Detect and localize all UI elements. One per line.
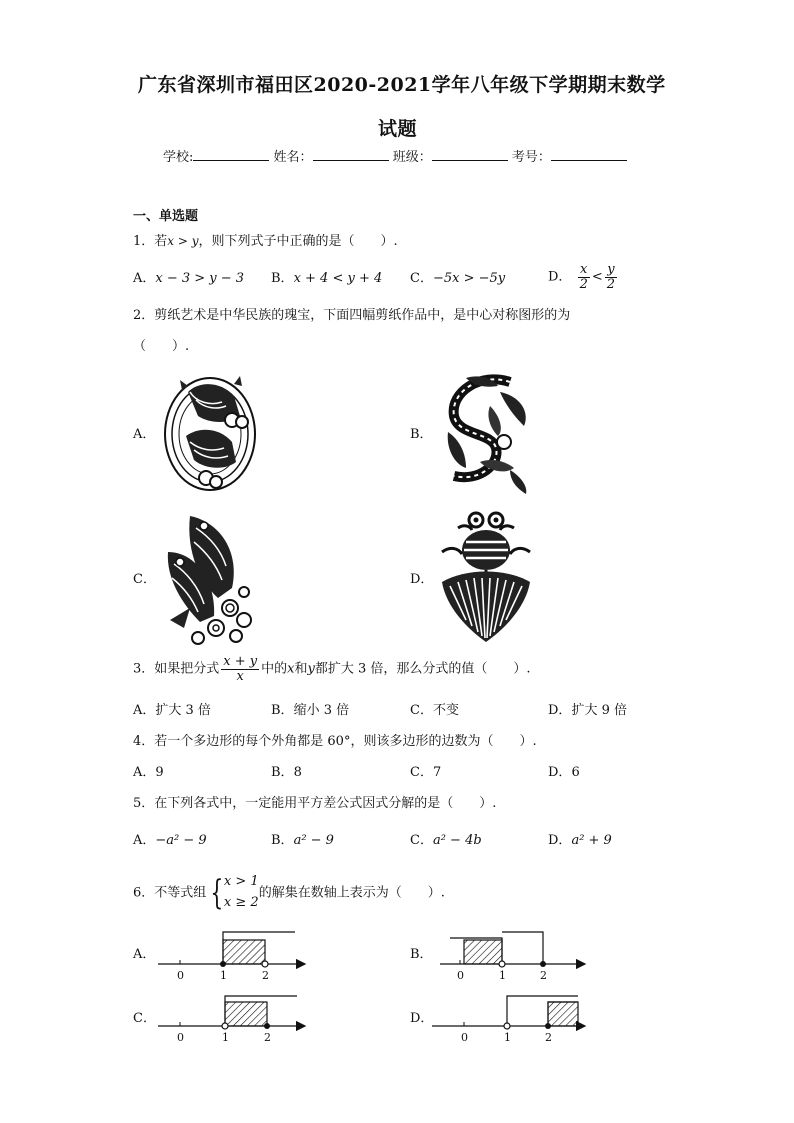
page-title: 广东省深圳市福田区2020-2021学年八年级下学期期末数学 — [138, 74, 666, 96]
school-label: 学校: — [163, 150, 194, 165]
papercut-fish-circle-image — [160, 372, 260, 496]
number-line-b — [440, 932, 585, 967]
q5-option-d[interactable]: D．a² + 9 — [548, 833, 612, 848]
tick-label: 2 — [545, 1031, 552, 1044]
tick-label: 0 — [457, 969, 464, 982]
q4-option-c[interactable]: C．7 — [410, 765, 442, 780]
q1-option-a[interactable]: A．x − 3 > y − 3 — [133, 271, 245, 286]
tick-label: 0 — [177, 1031, 184, 1044]
q4-option-d[interactable]: D．6 — [548, 765, 580, 780]
papercut-beetle-image — [436, 510, 536, 646]
tick-label: 0 — [177, 969, 184, 982]
number-line-a — [158, 932, 305, 967]
tick-label: 2 — [540, 969, 547, 982]
q5-option-c[interactable]: C．a² − 4b — [410, 833, 482, 848]
tick-label: 0 — [461, 1031, 468, 1044]
q6-option-b-label[interactable]: B． — [410, 947, 433, 962]
q3-option-a[interactable]: A．扩大 3 倍 — [133, 703, 211, 718]
q6-system-line1: x > 1 — [223, 874, 259, 889]
q3-stem: 3．如果把分式 $\frac{x + y}{x}$ 中的x和y都扩大 3 倍，那么分式的值（ ）. — [133, 654, 531, 684]
q4-option-b[interactable]: B．8 — [271, 765, 302, 780]
q6-option-a-label[interactable]: A． — [133, 947, 156, 962]
info-fields — [163, 148, 627, 164]
tick-label: 2 — [262, 969, 269, 982]
q6-stem: 6．不等式组 { x > 1 x ≥ 2 的解集在数轴上表示为（ ）. — [133, 872, 445, 913]
tick-label: 1 — [499, 969, 506, 982]
school-field[interactable] — [193, 148, 269, 161]
class-label: 班级： — [392, 150, 432, 165]
papercut-leaf-s-image — [440, 372, 536, 496]
q1-stem: 1．若x > y，则下列式子中正确的是（ ）. — [133, 234, 398, 249]
q4-stem: 4．若一个多边形的每个外角都是 60°，则该多边形的边数为（ ）. — [133, 734, 537, 749]
q2-option-a-label[interactable]: A． — [133, 427, 156, 442]
number-line-d — [432, 996, 585, 1029]
exam-number-label: 考号： — [511, 150, 551, 165]
q5-stem: 5．在下列各式中，一定能用平方差公式因式分解的是（ ）. — [133, 796, 497, 811]
tick-label: 1 — [222, 1031, 229, 1044]
q2-option-c-label[interactable]: C． — [133, 572, 156, 587]
name-field[interactable] — [313, 148, 389, 161]
q6-option-d-label[interactable]: D． — [410, 1011, 434, 1026]
tick-label: 1 — [504, 1031, 511, 1044]
number-line-c — [158, 996, 305, 1029]
q2-option-b-label[interactable]: B． — [410, 427, 433, 442]
q4-option-a[interactable]: A．9 — [133, 765, 164, 780]
q3-option-c[interactable]: C．不变 — [410, 703, 459, 718]
q1-option-d[interactable]: D． $\frac{x}{2}$ < $\frac{y}{2}$ — [548, 262, 616, 292]
q6-system-line2: x ≥ 2 — [223, 894, 259, 910]
papercut-two-fish-image — [160, 512, 256, 648]
exam-number-field[interactable] — [551, 148, 627, 161]
q3-option-d[interactable]: D．扩大 9 倍 — [548, 703, 627, 718]
name-label: 姓名： — [273, 150, 313, 165]
q2-option-d-label[interactable]: D． — [410, 572, 434, 587]
q3-option-b[interactable]: B．缩小 3 倍 — [271, 703, 350, 718]
q1-option-c[interactable]: C．−5x > −5y — [410, 271, 506, 286]
class-field[interactable] — [432, 148, 508, 161]
q1-option-b[interactable]: B．x + 4 < y + 4 — [271, 271, 383, 286]
q5-option-a[interactable]: A．−a² − 9 — [133, 833, 207, 848]
page-title-line2: 试题 — [378, 118, 418, 140]
q5-option-b[interactable]: B．a² − 9 — [271, 833, 334, 848]
q2-stem: 2．剪纸艺术是中华民族的瑰宝，下面四幅剪纸作品中，是中心对称图形的为 — [133, 308, 571, 323]
q6-option-c-label[interactable]: C． — [133, 1011, 156, 1026]
tick-label: 1 — [220, 969, 227, 982]
section-heading: 一、单选题 — [133, 209, 199, 224]
tick-label: 2 — [264, 1031, 271, 1044]
q2-stem-cont: （ ）. — [133, 339, 190, 354]
